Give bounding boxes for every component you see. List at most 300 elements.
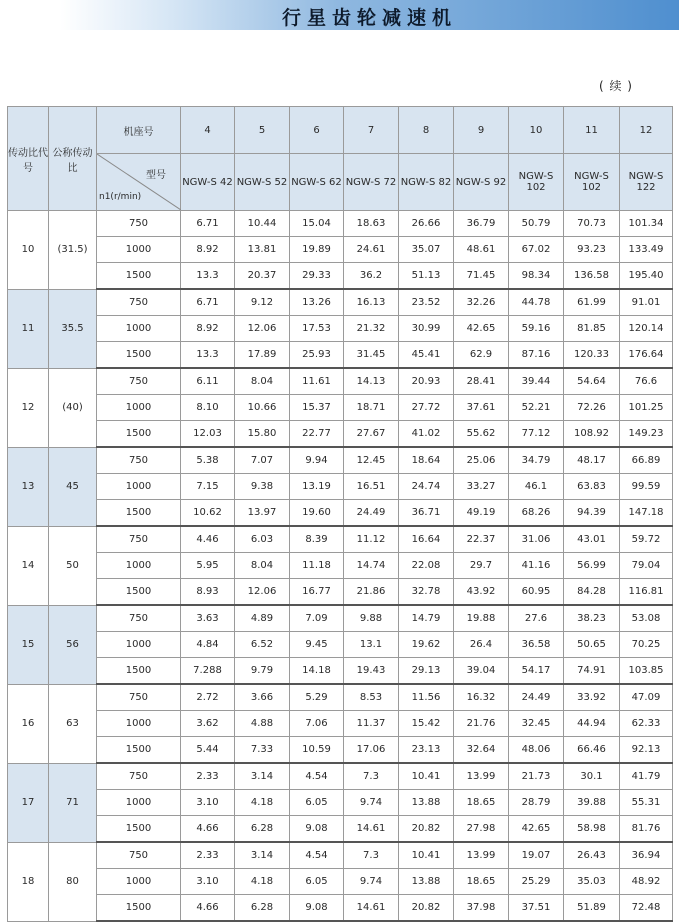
nominal-ratio-cell: 45 bbox=[49, 447, 97, 526]
value-cell: 12.06 bbox=[235, 316, 290, 342]
value-cell: 7.3 bbox=[344, 763, 399, 790]
value-cell: 61.99 bbox=[564, 289, 620, 316]
ratio-code-cell: 18 bbox=[8, 842, 49, 921]
value-cell: 19.88 bbox=[454, 605, 509, 632]
nominal-ratio-cell: (31.5) bbox=[49, 211, 97, 290]
table-header bbox=[8, 107, 673, 211]
value-cell: 24.49 bbox=[344, 500, 399, 527]
value-cell: 6.52 bbox=[235, 632, 290, 658]
value-cell: 50.79 bbox=[509, 211, 564, 237]
ratio-group bbox=[8, 605, 673, 684]
nominal-ratio-cell: 35.5 bbox=[49, 289, 97, 368]
value-cell: 13.88 bbox=[399, 790, 454, 816]
value-cell: 37.98 bbox=[454, 895, 509, 922]
model-cell: NGW-S 62 bbox=[290, 154, 344, 211]
title-banner bbox=[60, 0, 679, 30]
nominal-ratio-cell: 71 bbox=[49, 763, 97, 842]
value-cell: 28.79 bbox=[509, 790, 564, 816]
value-cell: 99.59 bbox=[620, 474, 673, 500]
table-row bbox=[8, 474, 673, 500]
value-cell: 81.76 bbox=[620, 816, 673, 843]
value-cell: 23.13 bbox=[399, 737, 454, 764]
value-cell: 14.61 bbox=[344, 895, 399, 922]
value-cell: 31.06 bbox=[509, 526, 564, 553]
model-cell: NGW-S 42 bbox=[181, 154, 235, 211]
value-cell: 13.97 bbox=[235, 500, 290, 527]
value-cell: 41.16 bbox=[509, 553, 564, 579]
table-row bbox=[8, 579, 673, 606]
value-cell: 72.48 bbox=[620, 895, 673, 922]
value-cell: 48.17 bbox=[564, 447, 620, 474]
table-row bbox=[8, 447, 673, 474]
value-cell: 93.23 bbox=[564, 237, 620, 263]
value-cell: 50.65 bbox=[564, 632, 620, 658]
value-cell: 33.27 bbox=[454, 474, 509, 500]
model-cell: NGW-S 72 bbox=[344, 154, 399, 211]
value-cell: 8.93 bbox=[181, 579, 235, 606]
table-row bbox=[8, 211, 673, 237]
table-row bbox=[8, 763, 673, 790]
value-cell: 103.85 bbox=[620, 658, 673, 685]
value-cell: 176.64 bbox=[620, 342, 673, 369]
value-cell: 5.38 bbox=[181, 447, 235, 474]
value-cell: 13.3 bbox=[181, 263, 235, 290]
value-cell: 28.41 bbox=[454, 368, 509, 395]
value-cell: 6.28 bbox=[235, 816, 290, 843]
value-cell: 116.81 bbox=[620, 579, 673, 606]
value-cell: 87.16 bbox=[509, 342, 564, 369]
value-cell: 16.32 bbox=[454, 684, 509, 711]
value-cell: 4.66 bbox=[181, 816, 235, 843]
value-cell: 8.04 bbox=[235, 553, 290, 579]
value-cell: 29.7 bbox=[454, 553, 509, 579]
speed-cell: 1000 bbox=[97, 790, 181, 816]
table-row bbox=[8, 790, 673, 816]
value-cell: 94.39 bbox=[564, 500, 620, 527]
value-cell: 13.3 bbox=[181, 342, 235, 369]
value-cell: 14.74 bbox=[344, 553, 399, 579]
value-cell: 6.28 bbox=[235, 895, 290, 922]
value-cell: 41.02 bbox=[399, 421, 454, 448]
value-cell: 27.72 bbox=[399, 395, 454, 421]
value-cell: 67.02 bbox=[509, 237, 564, 263]
value-cell: 21.86 bbox=[344, 579, 399, 606]
value-cell: 2.33 bbox=[181, 842, 235, 869]
value-cell: 7.15 bbox=[181, 474, 235, 500]
value-cell: 6.05 bbox=[290, 790, 344, 816]
speed-cell: 1500 bbox=[97, 263, 181, 290]
ratio-code-cell: 12 bbox=[8, 368, 49, 447]
value-cell: 34.79 bbox=[509, 447, 564, 474]
value-cell: 4.84 bbox=[181, 632, 235, 658]
value-cell: 98.34 bbox=[509, 263, 564, 290]
speed-cell: 1500 bbox=[97, 342, 181, 369]
value-cell: 11.18 bbox=[290, 553, 344, 579]
value-cell: 55.62 bbox=[454, 421, 509, 448]
speed-cell: 750 bbox=[97, 526, 181, 553]
table-row bbox=[8, 421, 673, 448]
value-cell: 20.37 bbox=[235, 263, 290, 290]
ratio-group bbox=[8, 368, 673, 447]
value-cell: 120.33 bbox=[564, 342, 620, 369]
value-cell: 12.06 bbox=[235, 579, 290, 606]
value-cell: 26.4 bbox=[454, 632, 509, 658]
value-cell: 101.25 bbox=[620, 395, 673, 421]
value-cell: 6.71 bbox=[181, 211, 235, 237]
value-cell: 16.13 bbox=[344, 289, 399, 316]
value-cell: 16.77 bbox=[290, 579, 344, 606]
value-cell: 19.43 bbox=[344, 658, 399, 685]
value-cell: 27.67 bbox=[344, 421, 399, 448]
value-cell: 10.59 bbox=[290, 737, 344, 764]
table-row bbox=[8, 368, 673, 395]
nominal-ratio-cell: 50 bbox=[49, 526, 97, 605]
value-cell: 44.94 bbox=[564, 711, 620, 737]
table-row bbox=[8, 342, 673, 369]
nominal-ratio-cell: 56 bbox=[49, 605, 97, 684]
value-cell: 11.56 bbox=[399, 684, 454, 711]
value-cell: 18.64 bbox=[399, 447, 454, 474]
value-cell: 51.89 bbox=[564, 895, 620, 922]
model-label: 型号 bbox=[146, 170, 166, 181]
value-cell: 42.65 bbox=[509, 816, 564, 843]
value-cell: 9.74 bbox=[344, 790, 399, 816]
value-cell: 17.06 bbox=[344, 737, 399, 764]
table-row bbox=[8, 684, 673, 711]
value-cell: 62.33 bbox=[620, 711, 673, 737]
value-cell: 92.13 bbox=[620, 737, 673, 764]
value-cell: 76.6 bbox=[620, 368, 673, 395]
value-cell: 10.41 bbox=[399, 842, 454, 869]
value-cell: 20.93 bbox=[399, 368, 454, 395]
frame-cell: 11 bbox=[564, 107, 620, 154]
value-cell: 27.98 bbox=[454, 816, 509, 843]
table-row bbox=[8, 237, 673, 263]
table-row bbox=[8, 553, 673, 579]
value-cell: 32.26 bbox=[454, 289, 509, 316]
value-cell: 3.10 bbox=[181, 869, 235, 895]
speed-cell: 1000 bbox=[97, 869, 181, 895]
value-cell: 13.1 bbox=[344, 632, 399, 658]
table-row bbox=[8, 711, 673, 737]
value-cell: 9.38 bbox=[235, 474, 290, 500]
value-cell: 14.13 bbox=[344, 368, 399, 395]
frame-cell: 12 bbox=[620, 107, 673, 154]
value-cell: 26.66 bbox=[399, 211, 454, 237]
table-row bbox=[8, 658, 673, 685]
value-cell: 7.33 bbox=[235, 737, 290, 764]
value-cell: 13.99 bbox=[454, 842, 509, 869]
ratio-code-cell: 16 bbox=[8, 684, 49, 763]
ratio-group bbox=[8, 447, 673, 526]
value-cell: 14.18 bbox=[290, 658, 344, 685]
table-row bbox=[8, 605, 673, 632]
speed-cell: 1500 bbox=[97, 895, 181, 922]
value-cell: 4.54 bbox=[290, 763, 344, 790]
value-cell: 6.11 bbox=[181, 368, 235, 395]
value-cell: 6.71 bbox=[181, 289, 235, 316]
value-cell: 27.6 bbox=[509, 605, 564, 632]
value-cell: 39.44 bbox=[509, 368, 564, 395]
value-cell: 52.21 bbox=[509, 395, 564, 421]
table-row bbox=[8, 289, 673, 316]
value-cell: 38.23 bbox=[564, 605, 620, 632]
frame-cell: 9 bbox=[454, 107, 509, 154]
value-cell: 4.54 bbox=[290, 842, 344, 869]
value-cell: 24.49 bbox=[509, 684, 564, 711]
ratio-code-cell: 17 bbox=[8, 763, 49, 842]
value-cell: 12.45 bbox=[344, 447, 399, 474]
table-row bbox=[8, 737, 673, 764]
value-cell: 84.28 bbox=[564, 579, 620, 606]
value-cell: 18.65 bbox=[454, 790, 509, 816]
speed-cell: 1500 bbox=[97, 500, 181, 527]
nominal-ratio-cell: 63 bbox=[49, 684, 97, 763]
value-cell: 8.53 bbox=[344, 684, 399, 711]
value-cell: 101.34 bbox=[620, 211, 673, 237]
value-cell: 5.29 bbox=[290, 684, 344, 711]
model-cell: NGW-S 52 bbox=[235, 154, 290, 211]
power-table bbox=[7, 106, 673, 922]
value-cell: 26.43 bbox=[564, 842, 620, 869]
value-cell: 24.61 bbox=[344, 237, 399, 263]
value-cell: 6.05 bbox=[290, 869, 344, 895]
ratio-code-cell: 13 bbox=[8, 447, 49, 526]
speed-label: n1(r/min) bbox=[99, 192, 142, 202]
speed-cell: 1000 bbox=[97, 395, 181, 421]
value-cell: 14.79 bbox=[399, 605, 454, 632]
value-cell: 41.79 bbox=[620, 763, 673, 790]
value-cell: 56.99 bbox=[564, 553, 620, 579]
value-cell: 91.01 bbox=[620, 289, 673, 316]
frame-cell: 4 bbox=[181, 107, 235, 154]
value-cell: 70.73 bbox=[564, 211, 620, 237]
value-cell: 45.41 bbox=[399, 342, 454, 369]
value-cell: 30.1 bbox=[564, 763, 620, 790]
speed-cell: 750 bbox=[97, 368, 181, 395]
model-cell: NGW-S 122 bbox=[620, 154, 673, 211]
value-cell: 10.41 bbox=[399, 763, 454, 790]
value-cell: 7.3 bbox=[344, 842, 399, 869]
value-cell: 8.39 bbox=[290, 526, 344, 553]
value-cell: 7.288 bbox=[181, 658, 235, 685]
speed-cell: 1000 bbox=[97, 632, 181, 658]
value-cell: 48.06 bbox=[509, 737, 564, 764]
value-cell: 18.65 bbox=[454, 869, 509, 895]
value-cell: 35.07 bbox=[399, 237, 454, 263]
value-cell: 3.14 bbox=[235, 763, 290, 790]
value-cell: 36.2 bbox=[344, 263, 399, 290]
value-cell: 54.17 bbox=[509, 658, 564, 685]
value-cell: 19.62 bbox=[399, 632, 454, 658]
value-cell: 29.33 bbox=[290, 263, 344, 290]
value-cell: 24.74 bbox=[399, 474, 454, 500]
ratio-group bbox=[8, 763, 673, 842]
value-cell: 18.71 bbox=[344, 395, 399, 421]
value-cell: 15.37 bbox=[290, 395, 344, 421]
table-row bbox=[8, 869, 673, 895]
nominal-ratio-cell: 80 bbox=[49, 842, 97, 921]
value-cell: 4.89 bbox=[235, 605, 290, 632]
value-cell: 2.33 bbox=[181, 763, 235, 790]
table-row bbox=[8, 316, 673, 342]
value-cell: 70.25 bbox=[620, 632, 673, 658]
value-cell: 21.32 bbox=[344, 316, 399, 342]
value-cell: 16.64 bbox=[399, 526, 454, 553]
ratio-code-cell: 10 bbox=[8, 211, 49, 290]
value-cell: 47.09 bbox=[620, 684, 673, 711]
value-cell: 54.64 bbox=[564, 368, 620, 395]
value-cell: 79.04 bbox=[620, 553, 673, 579]
value-cell: 18.63 bbox=[344, 211, 399, 237]
value-cell: 30.99 bbox=[399, 316, 454, 342]
model-cell: NGW-S 102 bbox=[564, 154, 620, 211]
speed-cell: 1500 bbox=[97, 737, 181, 764]
value-cell: 7.06 bbox=[290, 711, 344, 737]
value-cell: 36.58 bbox=[509, 632, 564, 658]
frame-cell: 6 bbox=[290, 107, 344, 154]
value-cell: 59.72 bbox=[620, 526, 673, 553]
value-cell: 25.29 bbox=[509, 869, 564, 895]
value-cell: 49.19 bbox=[454, 500, 509, 527]
value-cell: 13.19 bbox=[290, 474, 344, 500]
value-cell: 9.88 bbox=[344, 605, 399, 632]
value-cell: 66.46 bbox=[564, 737, 620, 764]
value-cell: 20.82 bbox=[399, 895, 454, 922]
value-cell: 36.71 bbox=[399, 500, 454, 527]
value-cell: 58.98 bbox=[564, 816, 620, 843]
value-cell: 32.64 bbox=[454, 737, 509, 764]
value-cell: 10.62 bbox=[181, 500, 235, 527]
nominal-ratio-header: 公称传动比 bbox=[49, 107, 97, 211]
speed-cell: 1000 bbox=[97, 316, 181, 342]
value-cell: 32.78 bbox=[399, 579, 454, 606]
value-cell: 22.77 bbox=[290, 421, 344, 448]
ratio-group bbox=[8, 842, 673, 921]
value-cell: 13.99 bbox=[454, 763, 509, 790]
nominal-ratio-cell: (40) bbox=[49, 368, 97, 447]
frame-cell: 10 bbox=[509, 107, 564, 154]
value-cell: 136.58 bbox=[564, 263, 620, 290]
speed-cell: 750 bbox=[97, 211, 181, 237]
value-cell: 9.74 bbox=[344, 869, 399, 895]
speed-cell: 1500 bbox=[97, 579, 181, 606]
value-cell: 19.89 bbox=[290, 237, 344, 263]
ratio-group bbox=[8, 526, 673, 605]
value-cell: 4.46 bbox=[181, 526, 235, 553]
value-cell: 3.10 bbox=[181, 790, 235, 816]
value-cell: 9.94 bbox=[290, 447, 344, 474]
value-cell: 21.76 bbox=[454, 711, 509, 737]
value-cell: 5.44 bbox=[181, 737, 235, 764]
speed-cell: 1000 bbox=[97, 474, 181, 500]
ratio-group bbox=[8, 684, 673, 763]
value-cell: 11.37 bbox=[344, 711, 399, 737]
value-cell: 12.03 bbox=[181, 421, 235, 448]
value-cell: 4.18 bbox=[235, 790, 290, 816]
table-row bbox=[8, 526, 673, 553]
page-title: 行星齿轮减速机 bbox=[281, 7, 457, 29]
value-cell: 39.88 bbox=[564, 790, 620, 816]
value-cell: 8.10 bbox=[181, 395, 235, 421]
speed-cell: 750 bbox=[97, 289, 181, 316]
value-cell: 8.92 bbox=[181, 237, 235, 263]
value-cell: 17.89 bbox=[235, 342, 290, 369]
value-cell: 37.61 bbox=[454, 395, 509, 421]
table-row bbox=[8, 895, 673, 922]
value-cell: 44.78 bbox=[509, 289, 564, 316]
value-cell: 195.40 bbox=[620, 263, 673, 290]
value-cell: 13.26 bbox=[290, 289, 344, 316]
value-cell: 63.83 bbox=[564, 474, 620, 500]
value-cell: 9.45 bbox=[290, 632, 344, 658]
ratio-code-cell: 15 bbox=[8, 605, 49, 684]
speed-cell: 750 bbox=[97, 842, 181, 869]
value-cell: 7.09 bbox=[290, 605, 344, 632]
speed-cell: 750 bbox=[97, 447, 181, 474]
table-row bbox=[8, 395, 673, 421]
value-cell: 72.26 bbox=[564, 395, 620, 421]
frame-cell: 7 bbox=[344, 107, 399, 154]
value-cell: 37.51 bbox=[509, 895, 564, 922]
ratio-code-cell: 14 bbox=[8, 526, 49, 605]
value-cell: 9.12 bbox=[235, 289, 290, 316]
value-cell: 3.14 bbox=[235, 842, 290, 869]
value-cell: 31.45 bbox=[344, 342, 399, 369]
speed-cell: 1000 bbox=[97, 711, 181, 737]
value-cell: 32.45 bbox=[509, 711, 564, 737]
value-cell: 71.45 bbox=[454, 263, 509, 290]
frame-cell: 5 bbox=[235, 107, 290, 154]
value-cell: 39.04 bbox=[454, 658, 509, 685]
value-cell: 77.12 bbox=[509, 421, 564, 448]
value-cell: 15.04 bbox=[290, 211, 344, 237]
header-row-models bbox=[8, 154, 673, 211]
value-cell: 21.73 bbox=[509, 763, 564, 790]
speed-cell: 750 bbox=[97, 684, 181, 711]
value-cell: 3.62 bbox=[181, 711, 235, 737]
value-cell: 55.31 bbox=[620, 790, 673, 816]
value-cell: 16.51 bbox=[344, 474, 399, 500]
model-cell: NGW-S 92 bbox=[454, 154, 509, 211]
value-cell: 43.92 bbox=[454, 579, 509, 606]
value-cell: 68.26 bbox=[509, 500, 564, 527]
value-cell: 14.61 bbox=[344, 816, 399, 843]
value-cell: 46.1 bbox=[509, 474, 564, 500]
value-cell: 60.95 bbox=[509, 579, 564, 606]
value-cell: 3.66 bbox=[235, 684, 290, 711]
model-cell: NGW-S 82 bbox=[399, 154, 454, 211]
model-cell: NGW-S 102 bbox=[509, 154, 564, 211]
value-cell: 6.03 bbox=[235, 526, 290, 553]
value-cell: 81.85 bbox=[564, 316, 620, 342]
value-cell: 120.14 bbox=[620, 316, 673, 342]
value-cell: 25.93 bbox=[290, 342, 344, 369]
speed-cell: 1000 bbox=[97, 553, 181, 579]
value-cell: 36.79 bbox=[454, 211, 509, 237]
ratio-code-cell: 11 bbox=[8, 289, 49, 368]
value-cell: 35.03 bbox=[564, 869, 620, 895]
value-cell: 133.49 bbox=[620, 237, 673, 263]
value-cell: 9.79 bbox=[235, 658, 290, 685]
speed-cell: 1000 bbox=[97, 237, 181, 263]
value-cell: 19.60 bbox=[290, 500, 344, 527]
value-cell: 7.07 bbox=[235, 447, 290, 474]
value-cell: 25.06 bbox=[454, 447, 509, 474]
speed-cell: 750 bbox=[97, 605, 181, 632]
value-cell: 20.82 bbox=[399, 816, 454, 843]
ratio-group bbox=[8, 289, 673, 368]
